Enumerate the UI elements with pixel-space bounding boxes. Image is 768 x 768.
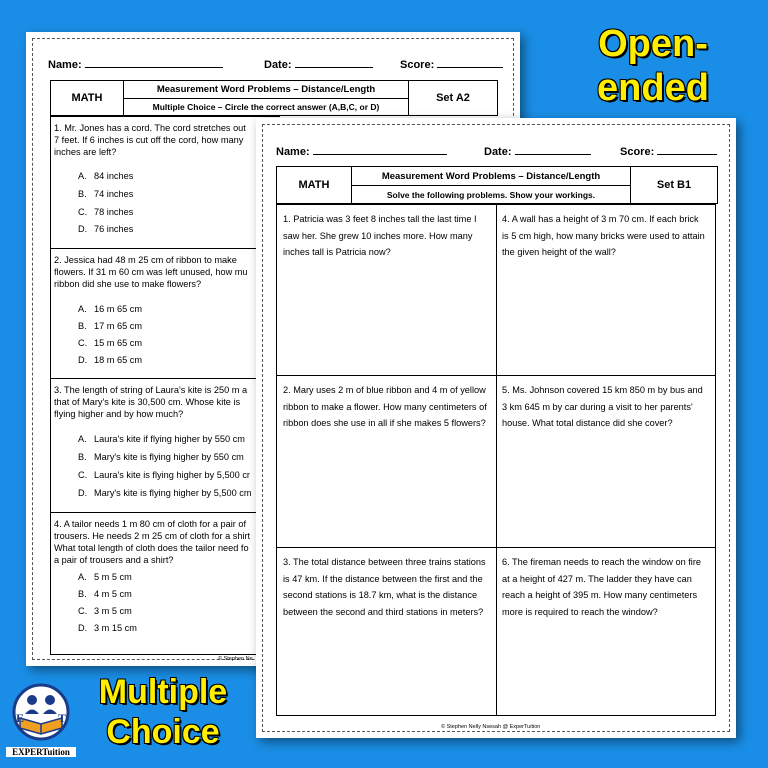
table-left-border [50,116,51,654]
problem-5: 5. Ms. Johnson covered 15 km 850 m by bus and 3 km 645 m by car during a visit to her parents' house. What total distance did she cover? [502,385,703,428]
row-divider [50,378,280,379]
option[interactable]: D. 3 m 15 cm [78,623,137,633]
expertuition-logo [6,682,76,762]
option[interactable]: A. 16 m 65 cm [78,304,142,314]
column-divider [496,205,497,715]
option[interactable]: C. Laura's kite is flying higher by 5,500 cr [78,470,250,480]
title-box [276,166,718,204]
problem-1: 1. Patricia was 3 feet 8 inches tall the last time I saw her. She grew 10 inches more. How many inches tall is Patricia now? [283,214,477,257]
table-bottom-line [50,654,280,655]
row-divider [277,547,715,548]
score-label: Score: [400,59,435,71]
question-3: 3. The length of string of Laura's kite is 250 m a that of Mary's kite is 30,500 cm. Whose kite is flying higher and by how much? [54,385,248,419]
copyright-footer: © Stephen Ne [218,656,253,662]
date-field [484,144,591,158]
row-divider [50,512,280,513]
option[interactable]: D. Mary's kite is flying higher by 5,500 cm [78,488,252,498]
name-label: Name: [276,146,310,158]
svg-text:T: T [58,711,67,725]
multiple-choice-label: Multiple Choice [98,673,228,751]
logo-wordmark: EXPERTuition [6,747,76,757]
score-label: Score: [620,146,655,158]
problems-grid [276,204,716,716]
option[interactable]: A. 5 m 5 cm [78,572,132,582]
option[interactable]: D. 76 inches [78,224,134,234]
question-2: 2. Jessica had 48 m 25 cm of ribbon to make flowers. If 31 m 60 cm was left unused, how mu ribbon did she use to make flowers? [54,255,248,289]
problem-4: 4. A wall has a height of 3 m 70 cm. If each brick is 5 cm high, how many bricks were used to attain the given height of the wall? [502,214,705,257]
problem-2: 2. Mary uses 2 m of blue ribbon and 4 m of yellow ribbon to make a flower. How many centimeters of ribbon does she use in all if she makes 5 flowers? [283,385,487,428]
option[interactable]: B. 17 m 65 cm [78,321,142,331]
option[interactable]: B. Mary's kite is flying higher by 550 cm [78,452,244,462]
copyright-footer: © Stephen Nelly Nsesah @ ExperTuition [441,724,541,730]
table-top-line [50,116,280,117]
title-box [50,80,498,116]
option[interactable]: A. Laura's kite if flying higher by 550 cm [78,434,245,444]
subject-cell: MATH [51,81,124,115]
problem-3: 3. The total distance between three trains stations is 47 km. If the distance between the first and the second stations is 18.7 km, what is the distance between the second and third stations in meters? [283,557,486,617]
sheet-title: Measurement Word Problems – Distance/Length [124,81,409,99]
date-label: Date: [264,59,292,71]
row-divider [50,248,280,249]
set-label: Set A2 [436,92,470,104]
option[interactable]: C. 3 m 5 cm [78,606,132,616]
option[interactable]: C. 78 inches [78,207,134,217]
open-ended-label: Open- ended [597,23,709,109]
sheet-instruction: Multiple Choice – Circle the correct answer (A,B,C, or D) [124,99,409,115]
option[interactable]: B. 74 inches [78,189,134,199]
book-people-icon [6,682,76,742]
score-field [400,57,503,71]
worksheet-open-ended [256,118,736,738]
sheet-instruction: Solve the following problems. Show your workings. [352,186,631,203]
svg-text:E: E [16,711,25,725]
question-4: 4. A tailor needs 1 m 80 cm of cloth for a pair of trousers. He needs 2 m 25 cm of cloth for a shirt What total length of cloth does the tailor need fo a pair of trousers and a shirt? [54,519,251,565]
date-field [264,57,373,71]
set-label: Set B1 [656,179,692,191]
row-divider [277,375,715,376]
option[interactable]: D. 18 m 65 cm [78,355,142,365]
option[interactable]: B. 4 m 5 cm [78,589,132,599]
sheet-title: Measurement Word Problems – Distance/Length [352,167,631,186]
problem-6: 6. The fireman needs to reach the window on fire at a height of 427 m. The ladder they have can reach a height of 395 m. How many centimeters more is required to reach the window? [502,557,702,617]
score-field [620,144,717,158]
question-1: 1. Mr. Jones has a cord. The cord stretches out 7 feet. If 6 inches is cut off the cord, how many inches are left? [54,123,246,157]
option[interactable]: A. 84 inches [78,171,134,181]
name-field [276,144,447,158]
option[interactable]: C. 15 m 65 cm [78,338,142,348]
date-label: Date: [484,146,512,158]
subject-cell: MATH [277,167,352,203]
name-field [48,57,223,71]
name-label: Name: [48,59,82,71]
